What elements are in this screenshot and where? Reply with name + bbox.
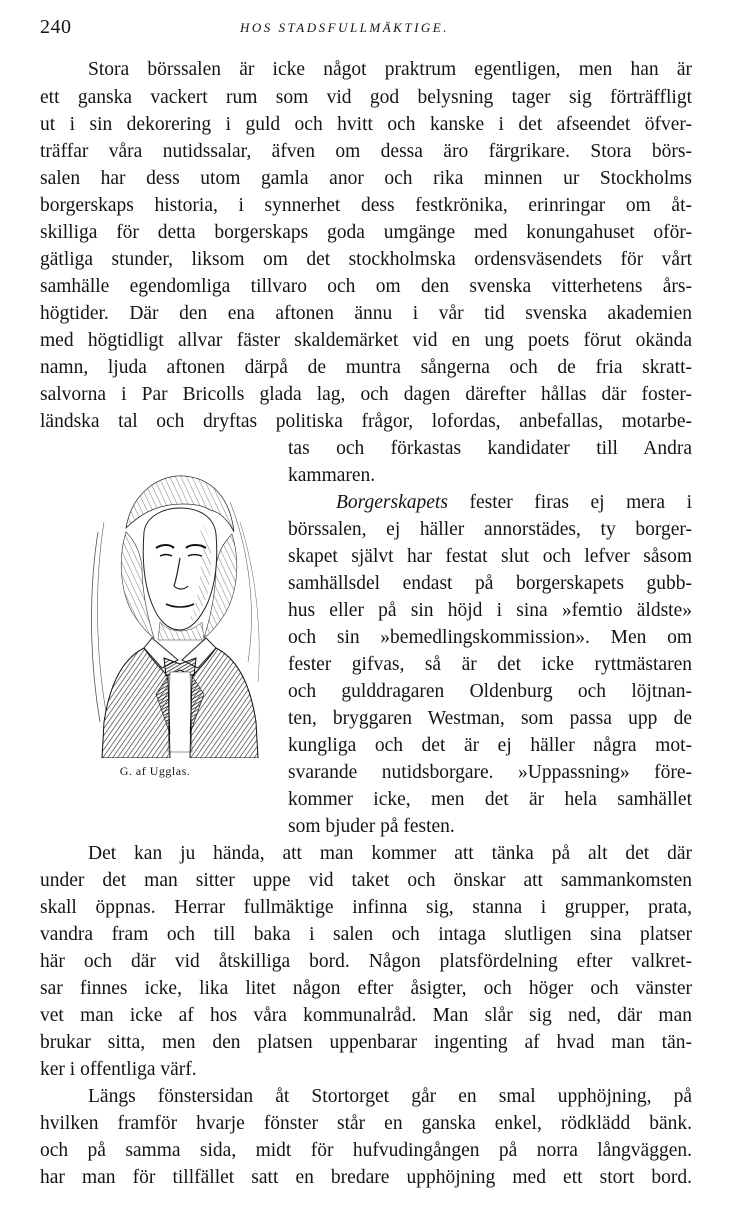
text-line: kungliga och det är ej häller några mot- [288, 735, 692, 756]
italic-word: Borgerskapets [336, 492, 448, 513]
text-line: med högtidligt allvar fäster skaldemärket vid en ung poets förut okända [40, 330, 692, 351]
text-line: kammaren. [288, 465, 376, 486]
text-line: ten, bryggaren Westman, som passa upp de [288, 708, 692, 729]
text-line: börssalen, ej häller annorstädes, ty borger- [288, 519, 692, 540]
text-line: skall öppnas. Herrar fullmäktige infinna sig, stanna i grupper, prata, [40, 897, 692, 918]
running-head [40, 14, 700, 44]
text-line: hus eller på sin höjd i sina »femtio äldste» [288, 600, 692, 621]
text-line: ut i sin dekorering i guld och hvitt och kanske i det afseendet öfver- [40, 114, 692, 135]
text-line: och gulddragaren Oldenburg och löjtnan- [288, 681, 692, 702]
text-line: Stora börssalen är icke något praktrum egentligen, men han är [88, 59, 692, 80]
page-number: 240 [40, 16, 72, 38]
text-line: salen har dess utom gamla anor och rika minnen ur Stockholms [40, 168, 692, 189]
text-line: under det man sitter uppe vid taket och önskar att sammankomsten [40, 870, 692, 891]
text-line: namn, ljuda aftonen därpå de muntra sångerna och de fria skratt- [40, 357, 692, 378]
text-line: kommer icke, men det är hela samhället [288, 789, 692, 810]
text-line: gätliga stunder, liksom om det stockholmska ordensväsendets för vårt [40, 249, 692, 270]
text-line: högtider. Där den ena aftonen ännu i vår tid svenska akademien [40, 303, 692, 324]
text-line: samhälle egendomliga tillvaro och om den svenska vitterhetens års- [40, 276, 692, 297]
text-line: fester gifvas, så är det icke ryttmästaren [288, 654, 692, 675]
text-line: som bjuder på festen. [288, 816, 455, 837]
text-span: fester firas ej mera i [447, 492, 692, 513]
portrait-caption: G. af Ugglas. [119, 764, 191, 778]
text-line: skilliga för detta borgerskaps goda umgänge med konungahuset oför- [40, 222, 692, 243]
text-line: borgerskaps historia, i synnerhet dess festkrönika, erinringar om åt- [40, 195, 692, 216]
text-line: tas och förkastas kandidater till Andra [288, 438, 692, 459]
text-line: ett ganska vackert rum som vid god belysning tager sig förträffligt [40, 87, 692, 108]
text-line [336, 489, 692, 517]
text-line: brukar sitta, men den platsen uppenbarar ingenting af hvad man tän- [40, 1032, 692, 1053]
portrait-engraving [80, 462, 276, 758]
text-line: vandra fram och till baka i salen och intaga slutligen sina platser [40, 924, 692, 945]
text-line: har man för tillfället satt en bredare upphöjning med ett stort bord. [40, 1167, 692, 1188]
text-line: salvorna i Par Bricolls glada lag, och dagen därefter hållas där foster- [40, 384, 692, 405]
running-title: HOS STADSFULLMÄKTIGE. [240, 20, 449, 35]
text-line: samhällsdel endast på borgerskapets gubb- [288, 573, 692, 594]
text-line: ländska tal och dryftas politiska frågor, lofordas, anbefallas, motarbe- [40, 411, 692, 432]
text-line: vet man icke af hos våra kommunalråd. Man slår sig ned, där man [40, 1005, 692, 1026]
text-line: Längs fönstersidan åt Stortorget går en smal upphöjning, på [88, 1086, 692, 1107]
text-line: svarande nutidsborgare. »Uppassning» före- [288, 762, 692, 783]
text-line: här och där vid åtskilliga bord. Någon platsfördelning efter valkret- [40, 951, 692, 972]
text-line: skapet självt har festat slut och lefver såsom [288, 546, 692, 567]
text-line: och sin »bemedlingskommission». Men om [288, 627, 692, 648]
text-line: sar finnes icke, lika litet någon efter åsigter, och höger och vänster [40, 978, 692, 999]
text-line: och på samma sida, midt för hufvudingången på norra långväggen. [40, 1140, 692, 1161]
text-line: ker i offentliga värf. [40, 1059, 197, 1080]
text-line: hvilken framför hvarje fönster står en ganska enkel, rödklädd bänk. [40, 1113, 692, 1134]
text-line: träffar våra nutidssalar, äfven om dessa äro färgrikare. Stora börs- [40, 141, 692, 162]
text-line: Det kan ju hända, att man kommer att tänka på alt det där [88, 843, 692, 864]
